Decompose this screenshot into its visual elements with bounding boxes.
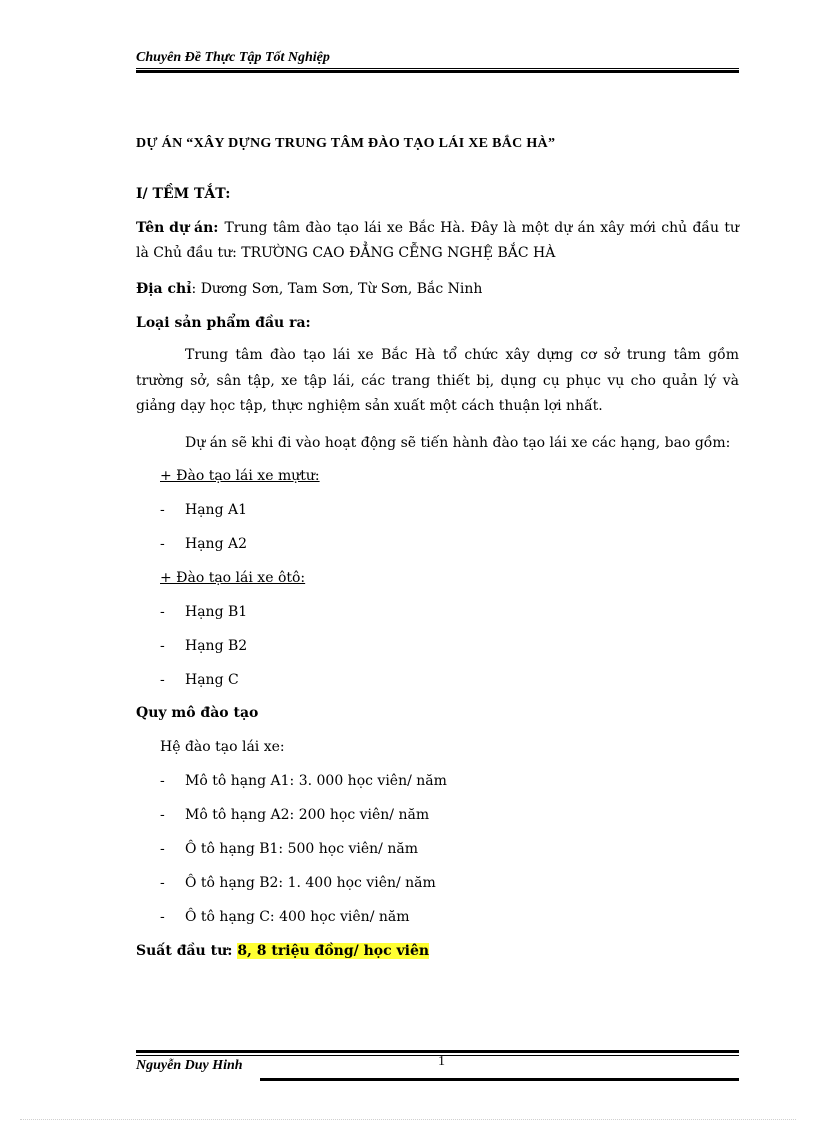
investment-line — [136, 943, 429, 960]
scale-item: Ô tô hạng C: 400 học viên/ năm — [185, 909, 410, 925]
moto-item-a2: Hạng A2 — [185, 536, 248, 552]
project-name-line1 — [136, 220, 739, 237]
header-rule-thin — [136, 68, 739, 69]
project-name-text: Trung tâm đào tạo lái xe Bắc Hà. Đây là một dự án xây mới chủ đầu tư — [224, 220, 739, 236]
scale-intro: Hệ đào tạo lái xe: — [160, 739, 285, 755]
car-item-b2: Hạng B2 — [185, 638, 248, 654]
paragraph1-line2: trường sở, sân tập, xe tập lái, các trang thiết bị, dụng cụ phục vụ cho quản lý và — [136, 373, 739, 389]
scale-item-dash: - — [160, 773, 165, 789]
scale-item-dash: - — [160, 841, 165, 857]
car-item-dash: - — [160, 604, 165, 620]
header-title: Chuyên Đề Thực Tập Tốt Nghiệp — [136, 50, 330, 65]
paragraph1-line1: Trung tâm đào tạo lái xe Bắc Hà tổ chức xây dựng cơ sở trung tâm gồm — [185, 347, 739, 363]
moto-item-dash: - — [160, 502, 165, 518]
footer-rule-bottom — [260, 1078, 739, 1081]
scale-item-dash: - — [160, 807, 165, 823]
investment-label: Suất đầu tư: — [136, 943, 233, 959]
footer-rule-thick — [136, 1050, 739, 1053]
car-heading: + Đào tạo lái xe ôtô: — [160, 570, 306, 586]
scale-item: Ô tô hạng B1: 500 học viên/ năm — [185, 841, 418, 857]
car-item-b1: Hạng B1 — [185, 604, 248, 620]
header-rule-thick — [136, 70, 739, 73]
investment-value: 8, 8 triệu đồng/ học viên — [237, 943, 430, 959]
scale-item-dash: - — [160, 909, 165, 925]
paragraph1-line3: giảng dạy học tập, thực nghiệm sản xuất một cách thuận lợi nhất. — [136, 398, 603, 414]
car-item-c: Hạng C — [185, 672, 239, 688]
scale-item: Mô tô hạng A1: 3. 000 học viên/ năm — [185, 773, 447, 789]
address-label: Địa chỉ — [136, 281, 192, 297]
scale-heading: Quy mô đào tạo — [136, 705, 259, 721]
page-edge-divider — [20, 1119, 796, 1120]
moto-heading: + Đào tạo lái xe mựtư: — [160, 468, 320, 484]
document-title: DỰ ÁN “XÂY DỰNG TRUNG TÂM ĐÀO TẠO LÁI XE BẮC HÀ” — [136, 136, 556, 151]
page-number: 1 — [438, 1054, 445, 1069]
scale-item: Ô tô hạng B2: 1. 400 học viên/ năm — [185, 875, 436, 891]
project-name-line2: là Chủ đầu tư: TRƯỜNG CAO ĐẲNG CỄNG NGHỆ BẮC HÀ — [136, 245, 556, 261]
moto-item-a1: Hạng A1 — [185, 502, 248, 518]
footer-author: Nguyễn Duy Hinh — [136, 1058, 243, 1073]
scale-item: Mô tô hạng A2: 200 học viên/ năm — [185, 807, 430, 823]
car-item-dash: - — [160, 672, 165, 688]
output-heading: Loại sản phẩm đầu ra: — [136, 315, 311, 331]
scale-item-dash: - — [160, 875, 165, 891]
address-text: : Dương Sơn, Tam Sơn, Từ Sơn, Bắc Ninh — [191, 281, 483, 297]
paragraph2: Dự án sẽ khi đi vào hoạt động sẽ tiến hành đào tạo lái xe các hạng, bao gồm: — [185, 435, 731, 451]
section-heading: I/ TỀM TẮT: — [136, 186, 231, 202]
moto-item-dash: - — [160, 536, 165, 552]
address-line — [136, 281, 482, 298]
car-item-dash: - — [160, 638, 165, 654]
project-name-label: Tên dự án: — [136, 220, 219, 236]
